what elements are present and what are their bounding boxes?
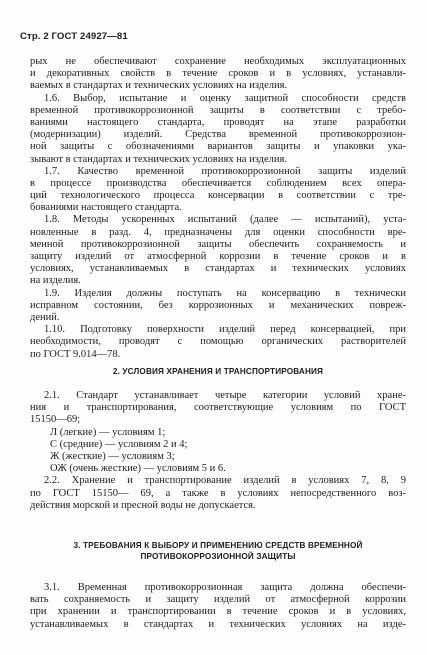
text-line: зывают в стандартах и технических условиях на изделия. bbox=[30, 153, 287, 165]
text-line: ния и транспортирования, соответствующие условиям по ГОСТ bbox=[30, 402, 406, 414]
text-line: в процессе производства обеспечивается соблюдением всех опера- bbox=[30, 177, 406, 189]
text-line: вать сохраняемость и защиту изделий от атмосферной коррозии bbox=[30, 594, 406, 606]
text-line: необходимости, проводят с помощью органических растворителей bbox=[30, 336, 406, 348]
text-line: ций технологического процесса консервации в соответствии с тре- bbox=[30, 190, 406, 202]
text-line: ваемых в стандартах и технических условиях на изделия. bbox=[30, 80, 288, 92]
paragraph-2-1: 2.1. Стандарт устанавливает четыре категории условий хране- bbox=[44, 390, 406, 401]
category-hard: Ж (жесткие) — условиям 3; bbox=[50, 450, 175, 462]
category-medium: С (средние) — условиям 2 и 4; bbox=[50, 438, 188, 450]
text-line: при хранении и транспортировании в течение сроков и в условиях, bbox=[30, 606, 406, 618]
text-line: бованиями настоящего стандарта. bbox=[30, 202, 182, 214]
section-3-heading-line: ПРОТИВОКОРРОЗИОННОЙ ЗАЩИТЫ bbox=[140, 552, 296, 561]
paragraph-1-9: 1.9. Изделия должны поступать на консервацию в технически bbox=[44, 287, 406, 299]
text-line: действия морской и пресной воды не допускается. bbox=[30, 499, 256, 511]
text-line: (модернизации) изделий. Средства временной противокоррозион- bbox=[30, 129, 406, 141]
text-line: временной противокоррозионной защиты в соответствии с требо- bbox=[30, 104, 406, 116]
text-line: по ГОСТ 9.014—78. bbox=[30, 348, 121, 360]
text-line: и декоративных свойств в течение сроков и в условиях, устанавли- bbox=[30, 68, 406, 80]
section-3-heading bbox=[30, 540, 406, 562]
text-line: ной защиты с обозначениями вариантов защиты и упаковки ука- bbox=[30, 141, 406, 153]
section-2-heading: 2. УСЛОВИЯ ХРАНЕНИЯ И ТРАНСПОРТИРОВАНИЯ bbox=[112, 367, 324, 376]
category-light: Л (легкие) — условиям 1; bbox=[50, 426, 166, 438]
text-line: устанавливаемых в стандартах и технических условиях на изде- bbox=[30, 618, 406, 630]
paragraph-1-7: 1.7. Качество временной противокоррозионной защиты изделий bbox=[44, 165, 406, 177]
category-very-hard: ОЖ (очень жесткие) — условиям 5 и 6. bbox=[50, 463, 226, 475]
text-line: дений. bbox=[30, 311, 60, 323]
paragraph-1-8: 1.8. Методы ускоренных испытаний (далее — испытаний), уста- bbox=[44, 214, 406, 226]
text-line: на изделия. bbox=[30, 275, 81, 287]
section-2-text bbox=[30, 390, 406, 512]
paragraph-2-2: 2.2. Хранение и транспортирование изделий в условиях 7, 8, 9 bbox=[44, 475, 406, 487]
paragraph-3-1: 3.1. Временная противокоррозионная защита должна обеспечи- bbox=[44, 582, 406, 593]
section-3-text bbox=[30, 582, 406, 631]
text-line: менной противокоррозионной защиты обеспечить сохраняемость и bbox=[30, 238, 406, 250]
page-header: Стр. 2 ГОСТ 24927—81 bbox=[20, 31, 128, 42]
text-line: 15150—69; bbox=[30, 414, 81, 426]
text-line: новленные в разд. 4, предназначены для оценки способности вре- bbox=[30, 226, 406, 238]
paragraph-1-6: 1.6. Выбор, испытание и оценку защитной способности средств bbox=[44, 92, 406, 104]
text-line: ваниями настоящего стандарта, проводят на этапе разработки bbox=[30, 116, 406, 128]
section-3-heading-line: 3. ТРЕБОВАНИЯ К ВЫБОРУ И ПРИМЕНЕНИЮ СРЕДСТВ ВРЕМЕННОЙ bbox=[73, 541, 363, 550]
text-line: защиту изделий от атмосферной коррозии в течение сроков и в bbox=[30, 251, 406, 262]
text-line: условиях, устанавливаемых в стандартах и технических условиях bbox=[30, 263, 406, 275]
text-line: рых не обеспечивают сохранение необходимых эксплуатационных bbox=[30, 56, 406, 67]
text-line: по ГОСТ 15150— 69, а также в условиях непосредственного воз- bbox=[30, 487, 406, 499]
text-line: исправном состоянии, без коррозионных и механических повреж- bbox=[30, 299, 406, 311]
paragraph-1-10: 1.10. Подготовку поверхности изделий перед консервацией, при bbox=[44, 324, 406, 336]
section-1-text bbox=[30, 56, 406, 361]
